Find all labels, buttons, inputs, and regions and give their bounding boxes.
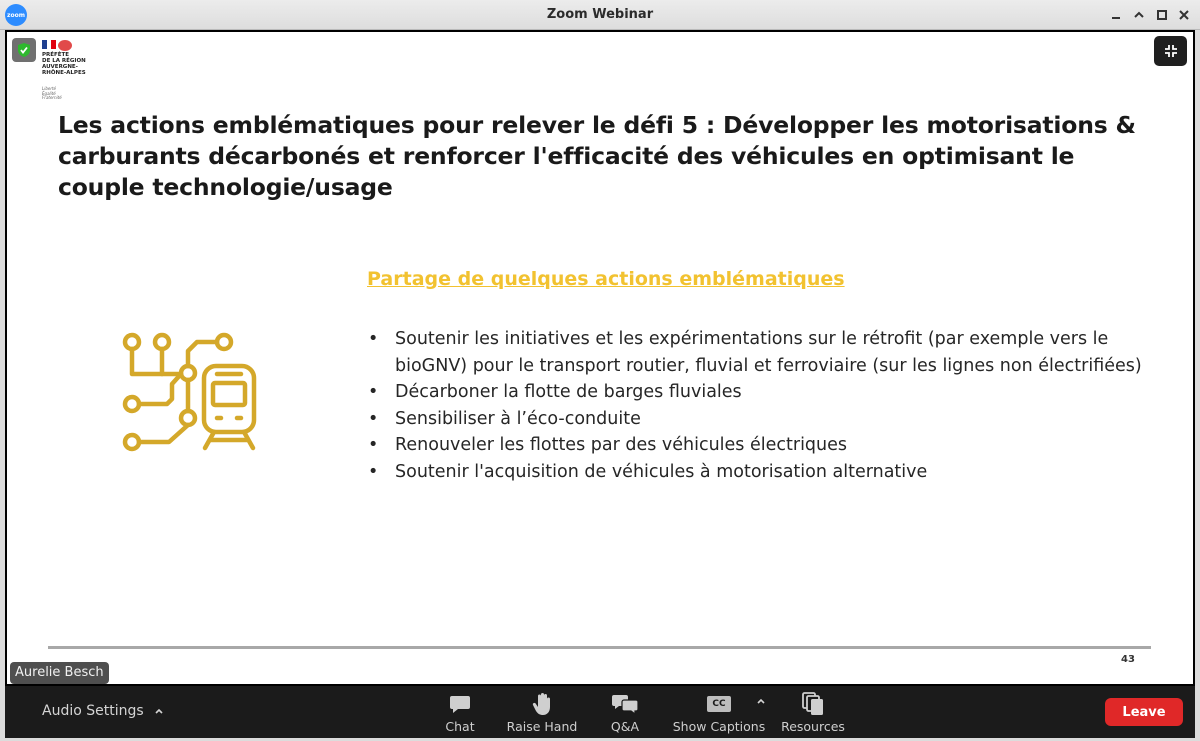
exit-fullscreen-icon bbox=[1164, 44, 1178, 58]
maximize-button[interactable] bbox=[1153, 6, 1171, 24]
slide-subtitle: Partage de quelques actions emblématiques bbox=[367, 268, 845, 290]
encryption-shield-button[interactable] bbox=[12, 38, 36, 62]
presentation-slide bbox=[7, 32, 1193, 684]
maximize-icon bbox=[1156, 9, 1168, 21]
resources-label: Resources bbox=[781, 719, 845, 734]
meeting-toolbar bbox=[5, 686, 1195, 738]
qa-label: Q&A bbox=[610, 719, 640, 734]
audio-settings-button[interactable] bbox=[42, 703, 164, 719]
close-button[interactable] bbox=[1175, 6, 1193, 24]
list-item: • Soutenir l'acquisition de véhicules à motorisation alternative bbox=[367, 459, 1147, 486]
audio-settings-label: Audio Settings bbox=[42, 703, 144, 719]
hand-icon bbox=[532, 692, 552, 716]
raise-hand-label: Raise Hand bbox=[506, 719, 578, 734]
chat-icon bbox=[449, 692, 471, 716]
prefecture-logo bbox=[42, 40, 112, 104]
raise-hand-button[interactable] bbox=[505, 690, 579, 734]
chat-label: Chat bbox=[445, 719, 475, 734]
resources-button[interactable] bbox=[781, 690, 845, 734]
shared-screen bbox=[5, 30, 1195, 686]
minimize-icon bbox=[1110, 9, 1122, 21]
chevron-up-icon bbox=[1133, 9, 1145, 21]
bullet-list bbox=[367, 326, 1147, 486]
close-icon bbox=[1178, 9, 1190, 21]
window-titlebar bbox=[0, 0, 1200, 30]
restore-button[interactable] bbox=[1130, 6, 1148, 24]
app-logo-text: zoom bbox=[7, 11, 25, 19]
logo-text: PRÉFÈTE DE LA RÉGION AUVERGNE- RHÔNE-ALPES bbox=[42, 52, 86, 76]
show-captions-label: Show Captions bbox=[672, 719, 766, 734]
window-title: Zoom Webinar bbox=[546, 7, 654, 22]
closed-captions-icon bbox=[707, 692, 731, 716]
shield-check-icon bbox=[17, 42, 31, 58]
footer-divider bbox=[48, 646, 1151, 649]
participant-name-tag: Aurelie Besch bbox=[10, 662, 109, 684]
french-flag-icon bbox=[42, 40, 56, 49]
exit-fullscreen-button[interactable] bbox=[1154, 36, 1187, 66]
logo-motto: Liberté Égalité Fraternité bbox=[42, 86, 62, 100]
list-item: • Renouveler les flottes par des véhicules électriques bbox=[367, 432, 1147, 459]
qa-icon bbox=[612, 692, 638, 716]
chat-button[interactable] bbox=[443, 690, 477, 734]
marianne-icon bbox=[58, 40, 72, 51]
list-item: • Sensibiliser à l’éco-conduite bbox=[367, 406, 1147, 433]
list-item: • Soutenir les initiatives et les expérimentations sur le rétrofit (par exemple vers le bioGNV) pour le transport routier, fluvial et ferroviaire (sur les lignes non électrifiées) bbox=[367, 326, 1147, 379]
page-number: 43 bbox=[1121, 654, 1135, 665]
show-captions-button[interactable] bbox=[672, 690, 766, 734]
list-item: • Décarboner la flotte de barges fluviales bbox=[367, 379, 1147, 406]
qa-button[interactable] bbox=[608, 690, 642, 734]
leave-button[interactable]: Leave bbox=[1105, 698, 1183, 726]
cc-text: CC bbox=[707, 696, 731, 712]
captions-options-chevron-up-icon[interactable] bbox=[756, 697, 766, 705]
train-network-icon bbox=[117, 324, 265, 452]
slide-title: Les actions emblématiques pour relever le défi 5 : Développer les motorisations & carburants décarbonés et renforcer l'efficacité des véhicules en optimisant le couple technologie/usage bbox=[58, 111, 1136, 201]
chevron-up-icon[interactable] bbox=[154, 707, 164, 715]
resources-icon bbox=[802, 692, 824, 716]
minimize-button[interactable] bbox=[1107, 6, 1125, 24]
